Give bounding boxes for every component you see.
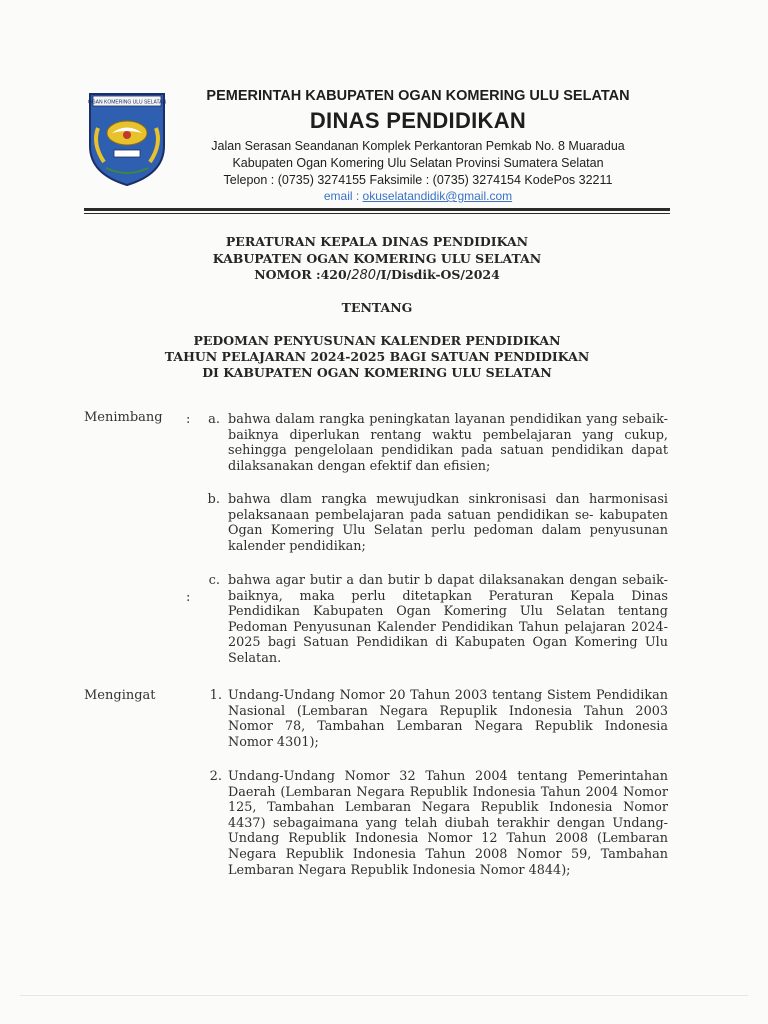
department-name: DINAS PENDIDIKAN bbox=[309, 108, 527, 133]
menimbang-item-b: bahwa dlam rangka mewujudkan sinkronisasi dan harmonisasi pelaksanaan pembelajaran pada satuan pendidikan se- kabupaten Ogan Komering Ulu Selatan perlu pedoman dalam penyusunan kalender pendidikan; bbox=[228, 492, 668, 554]
letterhead-divider-thin bbox=[84, 213, 670, 214]
menimbang-label: Menimbang bbox=[84, 410, 163, 425]
address-line-2: Kabupaten Ogan Komering Ulu Selatan Provinsi Sumatera Selatan bbox=[232, 156, 604, 170]
menimbang-marker-c: c. bbox=[208, 573, 220, 588]
regency-emblem-logo bbox=[84, 88, 170, 188]
subject-line-2: TAHUN PELAJARAN 2024-2025 BAGI SATUAN PENDIDIKAN bbox=[164, 349, 590, 364]
menimbang-item-c: bahwa agar butir a dan butir b dapat dilaksanakan dengan sebaik-baiknya, maka perlu ditetapkan Peraturan Kepala Dinas Pendidikan Kabupaten Ogan Komering Ulu Selatan tentang Pedoman Penyusunan Kalender Pendidikan Tahun pelajaran 2024-2025 bagi Satuan Pendidikan di Kabupaten Ogan Komering Ulu Selatan. bbox=[228, 573, 668, 666]
email-line bbox=[178, 189, 658, 203]
handwritten-number: 280 bbox=[351, 268, 377, 283]
page-bottom-edge bbox=[20, 995, 748, 996]
subject-line-3: DI KABUPATEN OGAN KOMERING ULU SELATAN bbox=[202, 365, 552, 380]
regulation-title-line-1: PERATURAN KEPALA DINAS PENDIDIKAN bbox=[225, 234, 529, 249]
mengingat-label: Mengingat bbox=[84, 688, 156, 703]
number-suffix: /I/Disdik-OS/2024 bbox=[376, 267, 500, 282]
menimbang-marker-a: a. bbox=[208, 412, 220, 427]
email-link[interactable]: okuselatandidik@gmail.com bbox=[362, 189, 513, 203]
emblem-banner-text: OGAN KOMERING ULU SELATAN bbox=[87, 99, 167, 106]
address-line-1: Jalan Serasan Seandanan Komplek Perkantoran Pemkab No. 8 Muaradua bbox=[211, 139, 625, 153]
menimbang-colon: : bbox=[186, 412, 191, 427]
regulation-number bbox=[84, 267, 670, 283]
number-prefix: NOMOR :420/ bbox=[254, 267, 352, 282]
letterhead-divider-thick bbox=[84, 208, 670, 211]
government-name: PEMERINTAH KABUPATEN OGAN KOMERING ULU SELATAN bbox=[206, 88, 630, 104]
menimbang-marker-b: b. bbox=[207, 492, 220, 507]
contact-line: Telepon : (0735) 3274155 Faksimile : (0735) 3274154 KodePos 32211 bbox=[223, 173, 613, 187]
mengingat-marker-2: 2. bbox=[209, 769, 222, 784]
mengingat-colon: : bbox=[186, 590, 191, 605]
regulation-title-line-2: KABUPATEN OGAN KOMERING ULU SELATAN bbox=[212, 251, 542, 266]
subject-line-1: PEDOMAN PENYUSUNAN KALENDER PENDIDIKAN bbox=[193, 333, 561, 348]
about-heading: TENTANG bbox=[341, 300, 413, 315]
mengingat-item-2: Undang-Undang Nomor 32 Tahun 2004 tentang Pemerintahan Daerah (Lembaran Negara Republik Indonesia Tahun 2004 Nomor 125, Tambahan Lembaran Negara Republik Indonesia Nomor 4437) sebagaimana yang telah diubah terakhir dengan Undang-Undang Republik Indonesia Nomor 12 Tahun 2008 (Lembaran Negara Republik Indonesia Tahun 2008 Nomor 59, Tambahan Lembaran Negara Republik Indonesia Nomor 4844); bbox=[228, 769, 668, 878]
mengingat-item-1: Undang-Undang Nomor 20 Tahun 2003 tentang Sistem Pendidikan Nasional (Lembaran Negara Repuplik Indonesia Tahun 2003 Nomor 78, Tambahan Lembaran Negara Republik Indonesia Nomor 4301); bbox=[228, 688, 668, 750]
email-label: email : bbox=[323, 189, 360, 203]
menimbang-item-a: bahwa dalam rangka peningkatan layanan pendidikan yang sebaik-baiknya diperlukan rentang waktu pembelajaran yang cukup, sehingga pengelolaan pendidikan pada satuan pendidikan dapat dilaksanakan dengan efektif dan efisien; bbox=[228, 412, 668, 474]
mengingat-marker-1: 1. bbox=[209, 688, 222, 703]
